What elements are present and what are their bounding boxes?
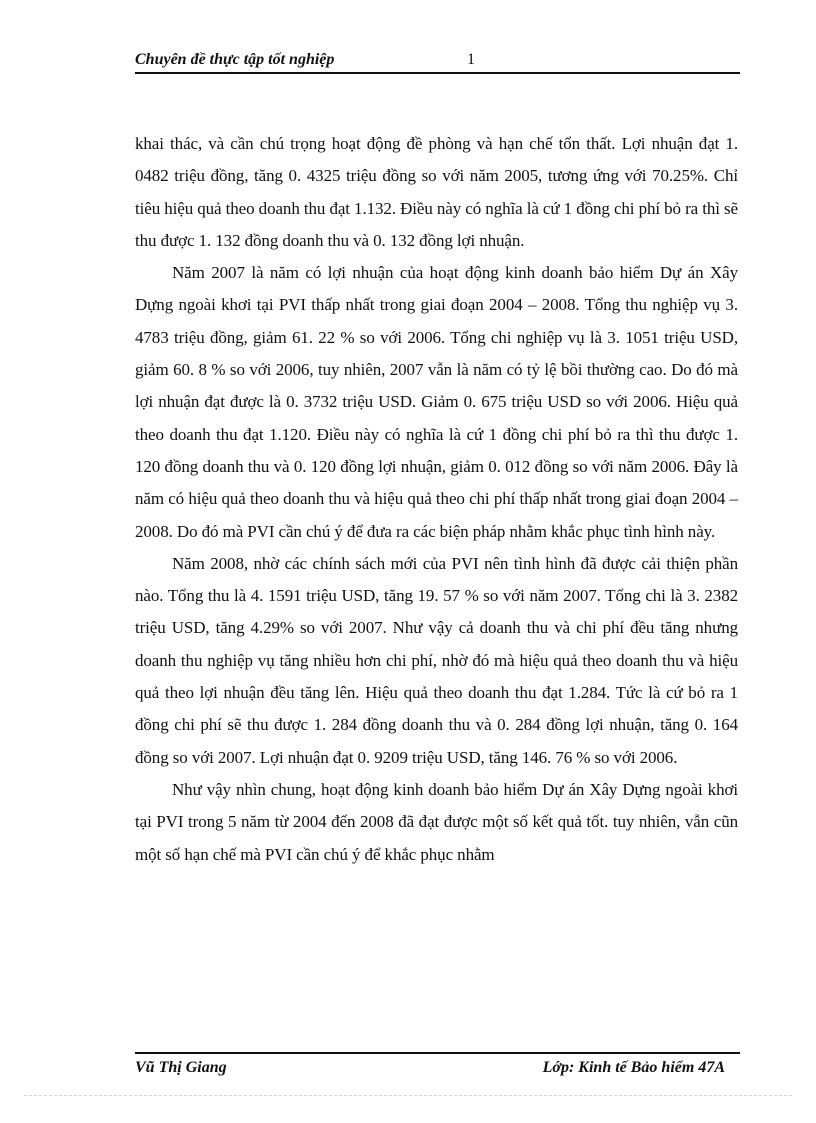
page-edge-divider bbox=[24, 1095, 792, 1096]
page-footer bbox=[135, 1052, 740, 1080]
document-body bbox=[135, 128, 738, 871]
page-header bbox=[135, 50, 740, 74]
paragraph-2007: Năm 2007 là năm có lợi nhuận của hoạt động kinh doanh bảo hiểm Dự án Xây Dựng ngoài khơi tại PVI thấp nhất trong giai đoạn 2004 – 2008. Tổng thu nghiệp vụ 3. 4783 triệu đồng, giảm 61. 22 % so với 2006. Tổng chi nghiệp vụ là 3. 1051 triệu USD, giảm 60. 8 % so với 2006, tuy nhiên, 2007 vẫn là năm có tỷ lệ bồi thường cao. Do đó mà lợi nhuận đạt được là 0. 3732 triệu USD. Giảm 0. 675 triệu USD so với 2006. Hiệu quả theo doanh thu đạt 1.120. Điều này có nghĩa là cứ 1 đồng chi phí bỏ ra thì thu được 1. 120 đồng doanh thu và 0. 120 đồng lợi nhuận, giảm 0. 012 đồng so với năm 2006. Đây là năm có hiệu quả theo doanh thu và hiệu quả theo chi phí thấp nhất trong giai đoạn 2004 – 2008. Do đó mà PVI cần chú ý để đưa ra các biện pháp nhằm khắc phục tình hình này. bbox=[135, 263, 738, 541]
page-number: 1 bbox=[467, 51, 475, 68]
document-title: Chuyên đề thực tập tốt nghiệp bbox=[135, 51, 335, 68]
paragraph-2008: Năm 2008, nhờ các chính sách mới của PVI nên tình hình đã được cải thiện phần nào. Tổng thu là 4. 1591 triệu USD, tăng 19. 57 % so với năm 2007. Tổng chi là 3. 2382 triệu USD, tăng 4.29% so với 2007. Như vậy cả doanh thu và chi phí đều tăng nhưng doanh thu nghiệp vụ tăng nhiều hơn chi phí, nhờ đó mà hiệu quả theo doanh thu và hiệu quả theo lợi nhuận đều tăng lên. Hiệu quả theo doanh thu đạt 1.284. Tức là cứ bỏ ra 1 đồng chi phí sẽ thu được 1. 284 đồng doanh thu và 0. 284 đồng lợi nhuận, tăng 0. 164 đồng so với 2007. Lợi nhuận đạt 0. 9209 triệu USD, tăng 146. 76 % so với 2006. bbox=[135, 553, 738, 767]
paragraph-continuation: khai thác, và cần chú trọng hoạt động đề phòng và hạn chế tổn thất. Lợi nhuận đạt 1. 0482 triệu đồng, tăng 0. 4325 triệu đồng so với năm 2005, tương ứng với 70.25%. Chỉ tiêu hiệu quả theo doanh thu đạt 1.132. Điều này có nghĩa là cứ 1 đồng chi phí bỏ ra thì sẽ thu được 1. 132 đồng doanh thu và 0. 132 đồng lợi nhuận. bbox=[135, 134, 739, 250]
paragraph-summary: Như vậy nhìn chung, hoạt động kinh doanh bảo hiểm Dự án Xây Dựng ngoài khơi tại PVI trong 5 năm từ 2004 đến 2008 đã đạt được một số kết quả tốt. tuy nhiên, vẫn cũn một số hạn chế mà PVI cần chú ý để khắc phục nhằm bbox=[135, 779, 738, 864]
footer-author: Vũ Thị Giang bbox=[135, 1059, 227, 1076]
footer-class: Lớp: Kinh tế Bảo hiểm 47A bbox=[542, 1059, 725, 1076]
